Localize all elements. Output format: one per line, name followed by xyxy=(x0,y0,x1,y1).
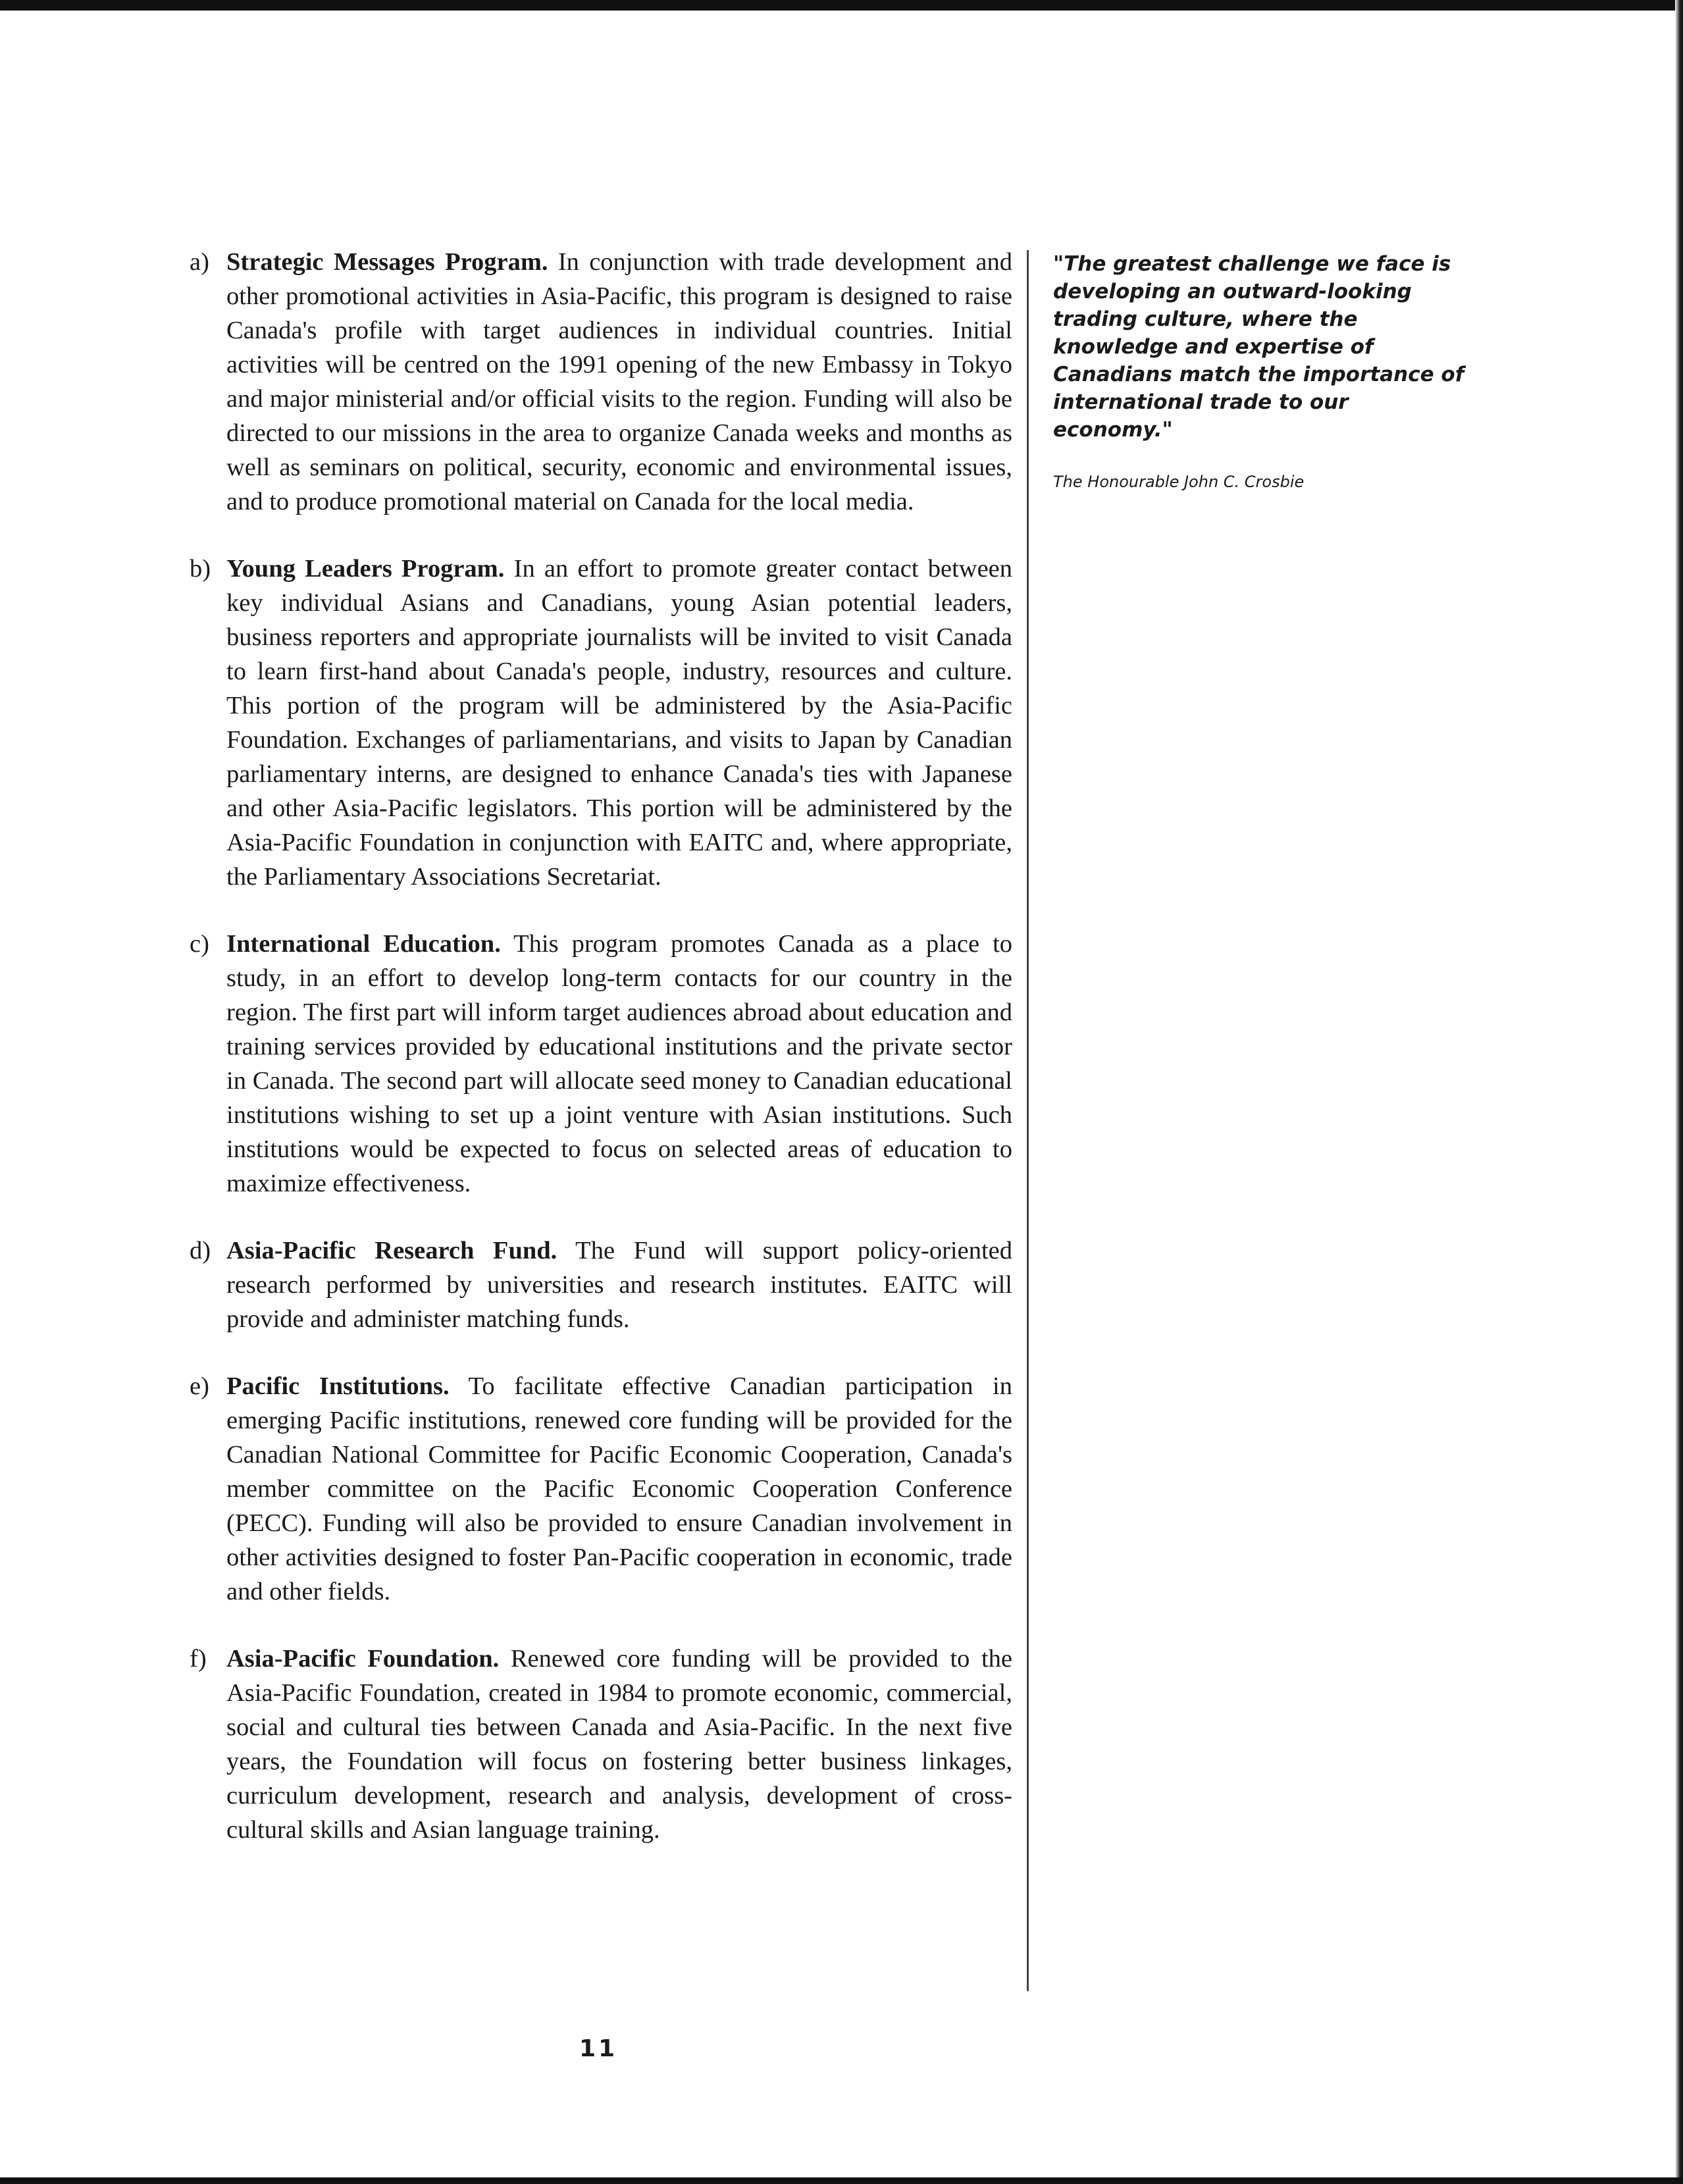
item-body: In an effort to promote greater contact between key individual Asians and Canadians, young Asian potential leaders, business reporters and appropriate journalists will be invited to visit Canada to learn first-hand about Canada's people, industry, resources and culture. This portion of the program will be administered by the Asia-Pacific Foundation. Exchanges of parliamentarians, and visits to Japan by Canadian parliamentary interns, are designed to enhance Canada's ties with Japanese and other Asia-Pacific legislators. This portion will be administered by the Asia-Pacific Foundation in conjunction with EAITC and, where appropriate, the Parliamentary Associations Secretariat. xyxy=(226,555,1013,891)
item-marker: f) xyxy=(190,1645,207,1673)
program-item-a xyxy=(190,245,1012,519)
item-body: In conjunction with trade development and other promotional activities in Asia-Pacific, this program is designed to raise Canada's profile with target audiences in individual countries. Initial activities will be centred on the 1991 opening of the new Embassy in Tokyo and major ministerial and/or official visits to the region. Funding will also be directed to our missions in the area to organize Canada weeks and months as well as seminars on political, security, economic and environmental issues, and to produce promotional material on Canada for the local media. xyxy=(226,248,1013,515)
item-title: International Education. xyxy=(226,930,501,958)
program-item-b xyxy=(190,552,1012,894)
sidebar xyxy=(1053,250,1474,492)
item-title: Young Leaders Program. xyxy=(226,555,505,583)
item-marker: b) xyxy=(190,555,211,583)
item-title: Asia-Pacific Research Fund. xyxy=(226,1237,557,1264)
program-item-f xyxy=(190,1642,1012,1847)
quote-attribution: The Honourable John C. Crosbie xyxy=(1053,473,1305,491)
main-column xyxy=(190,245,1012,1880)
page-number: 11 xyxy=(579,2035,618,2062)
pull-quote: "The greatest challenge we face is developing an outward-looking trading culture, where the knowledge and expertise of Canadians match the importance of international trade to our economy." xyxy=(1053,252,1464,442)
program-item-d xyxy=(190,1234,1012,1336)
item-marker: c) xyxy=(190,930,209,958)
program-item-e xyxy=(190,1369,1012,1609)
item-title: Strategic Messages Program. xyxy=(226,248,548,276)
item-marker: d) xyxy=(190,1237,211,1264)
program-item-c xyxy=(190,927,1012,1201)
item-title: Pacific Institutions. xyxy=(226,1372,450,1400)
scan-bottom-edge xyxy=(0,2177,1683,2184)
item-marker: e) xyxy=(190,1372,209,1400)
item-body: Renewed core funding will be provided to the Asia-Pacific Foundation, created in 1984 to promote economic, commercial, social and cultural ties between Canada and Asia-Pacific. In the next five years, the Foundation will focus on fostering better business linkages, curriculum development, research and analysis, development of cross-cultural skills and Asian language training. xyxy=(226,1645,1012,1844)
column-divider xyxy=(1027,250,1029,1991)
item-title: Asia-Pacific Foundation. xyxy=(226,1645,500,1673)
scan-right-edge xyxy=(1675,0,1683,2184)
item-body: The Fund will support policy-oriented research performed by universities and research institutes. EAITC will provide and administer matching funds. xyxy=(226,1237,1012,1333)
scan-top-edge xyxy=(0,0,1683,11)
item-body: This program promotes Canada as a place to study, in an effort to develop long-term contacts for our country in the region. The first part will inform target audiences abroad about education and training services provided by educational institutions and the private sector in Canada. The second part will allocate seed money to Canadian educational institutions wishing to set up a joint venture with Asian institutions. Such institutions would be expected to focus on selected areas of education to maximize effectiveness. xyxy=(226,930,1013,1197)
item-marker: a) xyxy=(190,248,209,276)
item-body: To facilitate effective Canadian participation in emerging Pacific institutions, renewed core funding will be provided for the Canadian National Committee for Pacific Economic Cooperation, Canada's member committee on the Pacific Economic Cooperation Conference (PECC). Funding will also be provided to ensure Canadian involvement in other activities designed to foster Pan-Pacific cooperation in economic, trade and other fields. xyxy=(226,1372,1012,1605)
